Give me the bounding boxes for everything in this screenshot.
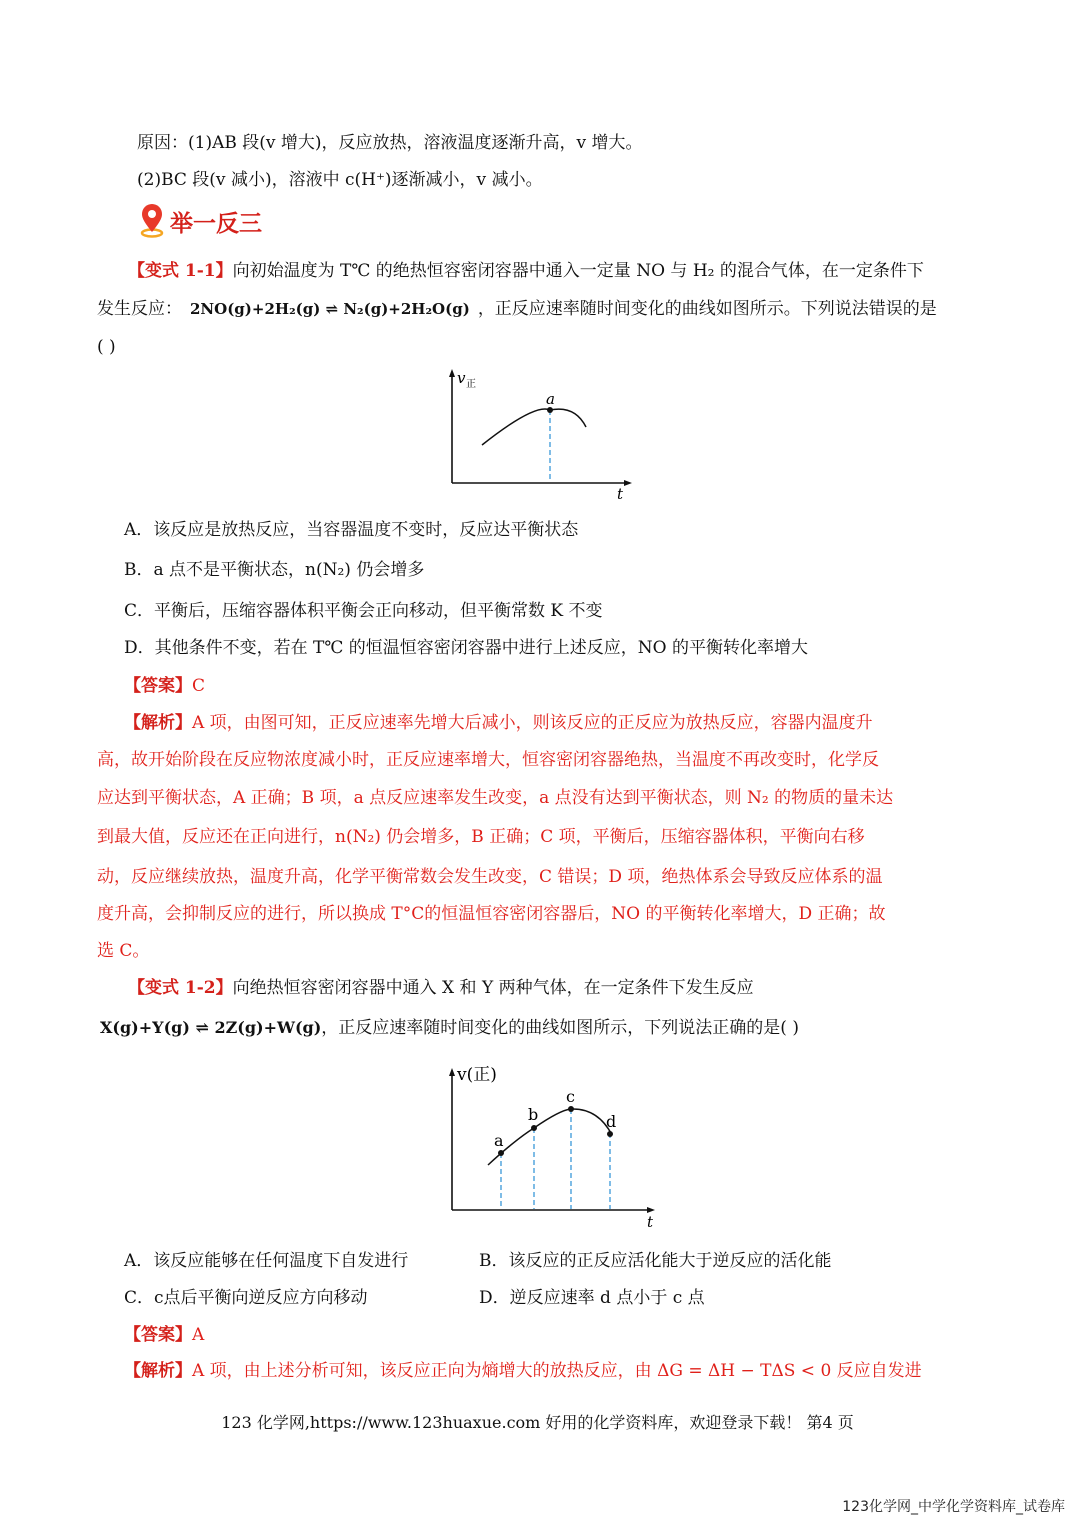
q2-option-a: A．该反应能够在任何温度下自发进行 xyxy=(124,1251,409,1271)
q2-label-b: b xyxy=(528,1105,539,1124)
q1-point-label: a xyxy=(546,390,555,408)
q2-stem1: 向绝热恒容密闭容器中通入 X 和 Y 两种气体，在一定条件下发生反应 xyxy=(232,978,754,998)
q1-rate-graph xyxy=(440,365,640,505)
q1-equation: 2NO(g)+2H₂(g) ⇌ N₂(g)+2H₂O(g) xyxy=(190,300,470,318)
q2-label-a: a xyxy=(494,1131,504,1150)
q2-option-c: C．c点后平衡向逆反应方向移动 xyxy=(124,1288,368,1308)
q2-stem-line-2 xyxy=(100,1016,799,1040)
q2-rate-graph xyxy=(440,1060,670,1235)
q1-analysis-tag: 【解析】 xyxy=(124,713,192,733)
q2-label-c: c xyxy=(566,1087,575,1106)
q1-option-c: C．平衡后，压缩容器体积平衡会正向移动，但平衡常数 K 不变 xyxy=(124,601,603,621)
q1-analysis-line-7: 选 C。 xyxy=(97,941,150,961)
section-title: 举一反三 xyxy=(170,210,262,237)
q2-option-d: D．逆反应速率 d 点小于 c 点 xyxy=(479,1288,705,1308)
q2-option-b: B．该反应的正反应活化能大于逆反应的活化能 xyxy=(479,1251,832,1271)
reason-line-1: 原因：(1)AB 段(v 增大)，反应放热，溶液温度逐渐升高，v 增大。 xyxy=(137,133,643,153)
q1-answer-value: C xyxy=(192,676,206,696)
q1-option-b: B．a 点不是平衡状态，n(N₂) 仍会增多 xyxy=(124,560,425,580)
q1-answer-tag: 【答案】 xyxy=(124,676,192,696)
q2-answer-tag: 【答案】 xyxy=(124,1325,192,1345)
q2-y-label: v(正) xyxy=(457,1065,497,1085)
q1-analysis-line-5: 动，反应继续放热，温度升高，化学平衡常数会发生改变，C 错误；D 项，绝热体系会导致反应体系的温 xyxy=(97,867,883,887)
q1-analysis-line-2: 高，故开始阶段在反应物浓度减小时，正反应速率增大，恒容密闭容器绝热，当温度不再改变时，化学反 xyxy=(97,750,879,770)
q1-stem2-suffix: ，正反应速率随时间变化的曲线如图所示。下列说法错误的是 xyxy=(477,299,937,319)
location-pin-icon xyxy=(140,204,164,238)
q2-x-label: t xyxy=(647,1213,654,1231)
q2-point-c xyxy=(568,1106,574,1112)
q1-analysis-line-4: 到最大值，反应还在正向进行，n(N₂) 仍会增多，B 正确；C 项，平衡后，压缩容器体积，平衡向右移 xyxy=(97,827,865,847)
page-footer: 123 化学网,https://www.123huaxue.com 好用的化学资料库，欢迎登录下载！ 第4 页 xyxy=(221,1413,854,1432)
q2-tag: 【变式 1-2】 xyxy=(128,978,233,998)
q1-stem-line-1 xyxy=(128,259,924,283)
q1-stem2-prefix: 发生反应： xyxy=(97,299,182,319)
q2-stem-line-1 xyxy=(128,976,754,1000)
q2-analysis-tag: 【解析】 xyxy=(124,1361,192,1381)
q2-answer xyxy=(124,1323,204,1347)
q1-stem1: 向初始温度为 T℃ 的绝热恒容密闭容器中通入一定量 NO 与 H₂ 的混合气体，在一定条件下 xyxy=(232,261,924,281)
q1-y-sub: 正 xyxy=(466,379,476,390)
q1-option-a: A．该反应是放热反应，当容器温度不变时，反应达平衡状态 xyxy=(124,520,579,540)
q1-tag: 【变式 1-1】 xyxy=(128,261,233,281)
section-heading xyxy=(140,204,262,238)
q2-point-a xyxy=(498,1150,504,1156)
q1-answer xyxy=(124,674,205,698)
q1-x-label: t xyxy=(617,485,624,503)
q2-point-b xyxy=(531,1125,537,1131)
q2-analysis-line-1: 【解析】A 项，由上述分析可知，该反应正向为熵增大的放热反应，由 ΔG = ΔH − TΔS < 0 反应自发进 xyxy=(124,1361,922,1381)
site-watermark: 123化学网_中学化学资料库_试卷库 xyxy=(842,1499,1065,1515)
q1-analysis-line-1: 【解析】A 项，由图可知，正反应速率先增大后减小，则该反应的正反应为放热反应，容器内温度升 xyxy=(124,713,873,733)
q1-y-label: v xyxy=(457,369,466,387)
reason-line-2: (2)BC 段(v 减小)，溶液中 c(H⁺)逐渐减小，v 减小。 xyxy=(137,170,543,190)
q1-stem-line-2 xyxy=(97,297,937,321)
q2-label-d: d xyxy=(606,1112,617,1131)
q2-equation: X(g)+Y(g) ⇌ 2Z(g)+W(g) xyxy=(100,1018,322,1037)
q2-point-d xyxy=(607,1131,613,1137)
q1-analysis-line-3: 应达到平衡状态，A 正确；B 项，a 点反应速率发生改变，a 点没有达到平衡状态，则 N₂ 的物质的量未达 xyxy=(97,788,894,808)
q1-analysis-line-6: 度升高，会抑制反应的进行，所以换成 T°C的恒温恒容密闭容器后，NO 的平衡转化率增大，D 正确；故 xyxy=(97,904,886,924)
q1-option-d: D．其他条件不变，若在 T℃ 的恒温恒容密闭容器中进行上述反应，NO 的平衡转化率增大 xyxy=(124,638,809,658)
q2-answer-value: A xyxy=(192,1325,205,1345)
q1-answer-paren: ( ) xyxy=(97,337,116,357)
q2-stem2-suffix: ，正反应速率随时间变化的曲线如图所示，下列说法正确的是( ) xyxy=(321,1018,799,1038)
